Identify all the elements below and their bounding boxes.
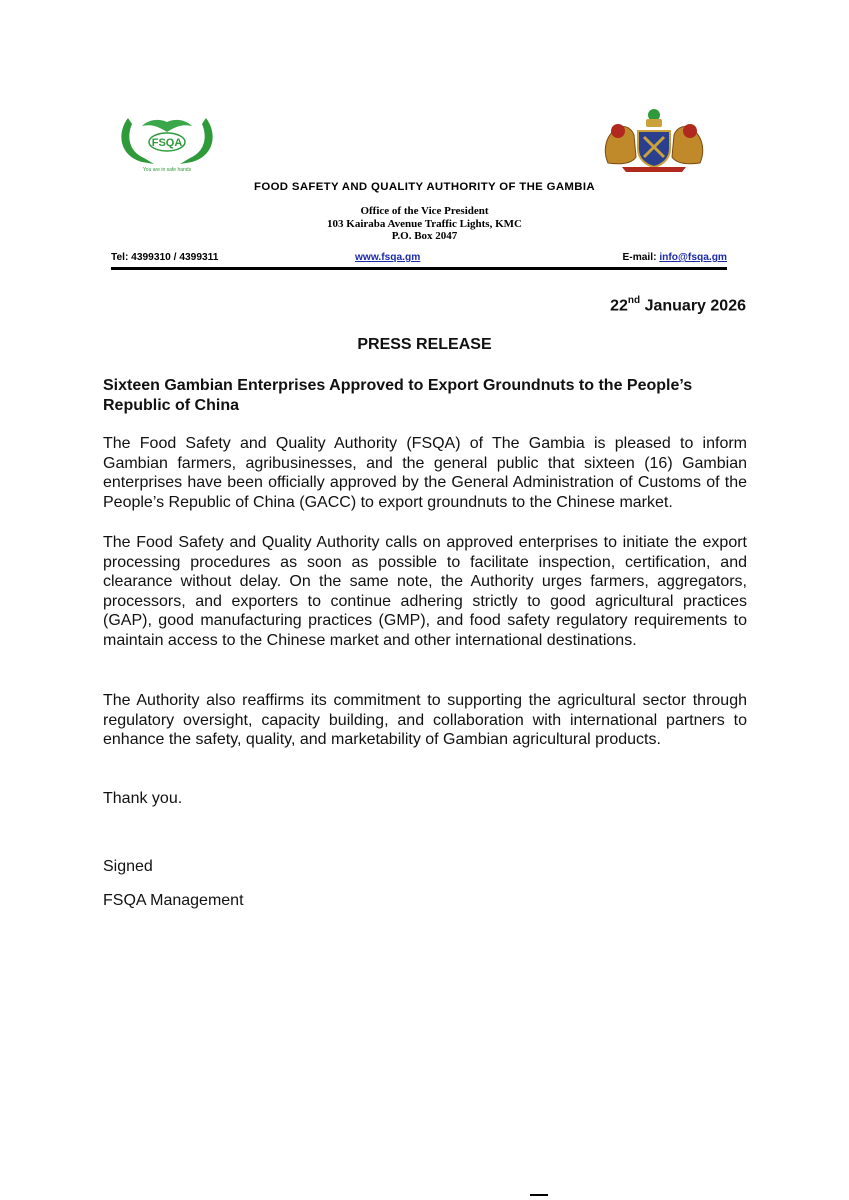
document-title: PRESS RELEASE — [357, 336, 492, 353]
body-paragraph: The Authority also reaffirms its commitment to supporting the agricultural sector through regulatory oversight, capacity building, and collaboration with international partners to enhance the safety, quality, and marketability of Gambian agricultural products. — [103, 692, 747, 749]
email-contact — [623, 252, 727, 263]
date-month-year: January 2026 — [640, 297, 746, 315]
press-headline: Sixteen Gambian Enterprises Approved to Export Groundnuts to the People’s Republic of China — [103, 377, 693, 414]
page-footer-mark — [530, 1194, 548, 1196]
body-paragraph: The Food Safety and Quality Authority (FSQA) of The Gambia is pleased to inform Gambian farmers, agribusinesses, and the general public that sixteen (16) Gambian enterprises have been officially approved by the General Administration of Customs of the People’s Republic of China (GACC) to export groundnuts to the Chinese market. — [103, 435, 747, 511]
fsqa-logo — [114, 112, 220, 174]
telephone-numbers: Tel: 4399310 / 4399311 — [111, 252, 219, 263]
signed-label: Signed — [103, 858, 153, 875]
logo-text: FSQA — [151, 137, 183, 149]
address-line: 103 Kairaba Avenue Traffic Lights, KMC — [327, 217, 522, 230]
release-date — [610, 296, 746, 315]
email-label: E-mail: — [622, 252, 657, 263]
website-link[interactable]: www.fsqa.gm — [355, 252, 421, 263]
date-day: 22 — [610, 297, 628, 315]
date-suffix: nd — [627, 295, 641, 306]
coat-of-arms-emblem — [592, 105, 716, 173]
signatory-name: FSQA Management — [103, 892, 244, 909]
contact-row — [111, 252, 727, 266]
office-address — [0, 205, 849, 243]
email-link[interactable]: info@fsqa.gm — [659, 252, 727, 263]
body-paragraph: The Food Safety and Quality Authority calls on approved enterprises to initiate the export processing procedures as soon as possible to facilitate inspection, certification, and clearance without delay. On the same note, the Authority urges farmers, aggregators, processors, and exporters to continue adhering strictly to good agricultural practices (GAP), good manufacturing practices (GMP), and food safety regulatory requirements to maintain access to the Chinese market and other international destinations. — [103, 534, 747, 649]
address-line: P.O. Box 2047 — [391, 230, 458, 242]
organization-name: FOOD SAFETY AND QUALITY AUTHORITY OF THE GAMBIA — [254, 181, 595, 193]
address-line: Office of the Vice President — [360, 205, 489, 217]
letterhead-divider — [111, 267, 727, 270]
logo-tagline: You are in safe hands — [142, 167, 192, 173]
closing-line: Thank you. — [103, 790, 183, 807]
